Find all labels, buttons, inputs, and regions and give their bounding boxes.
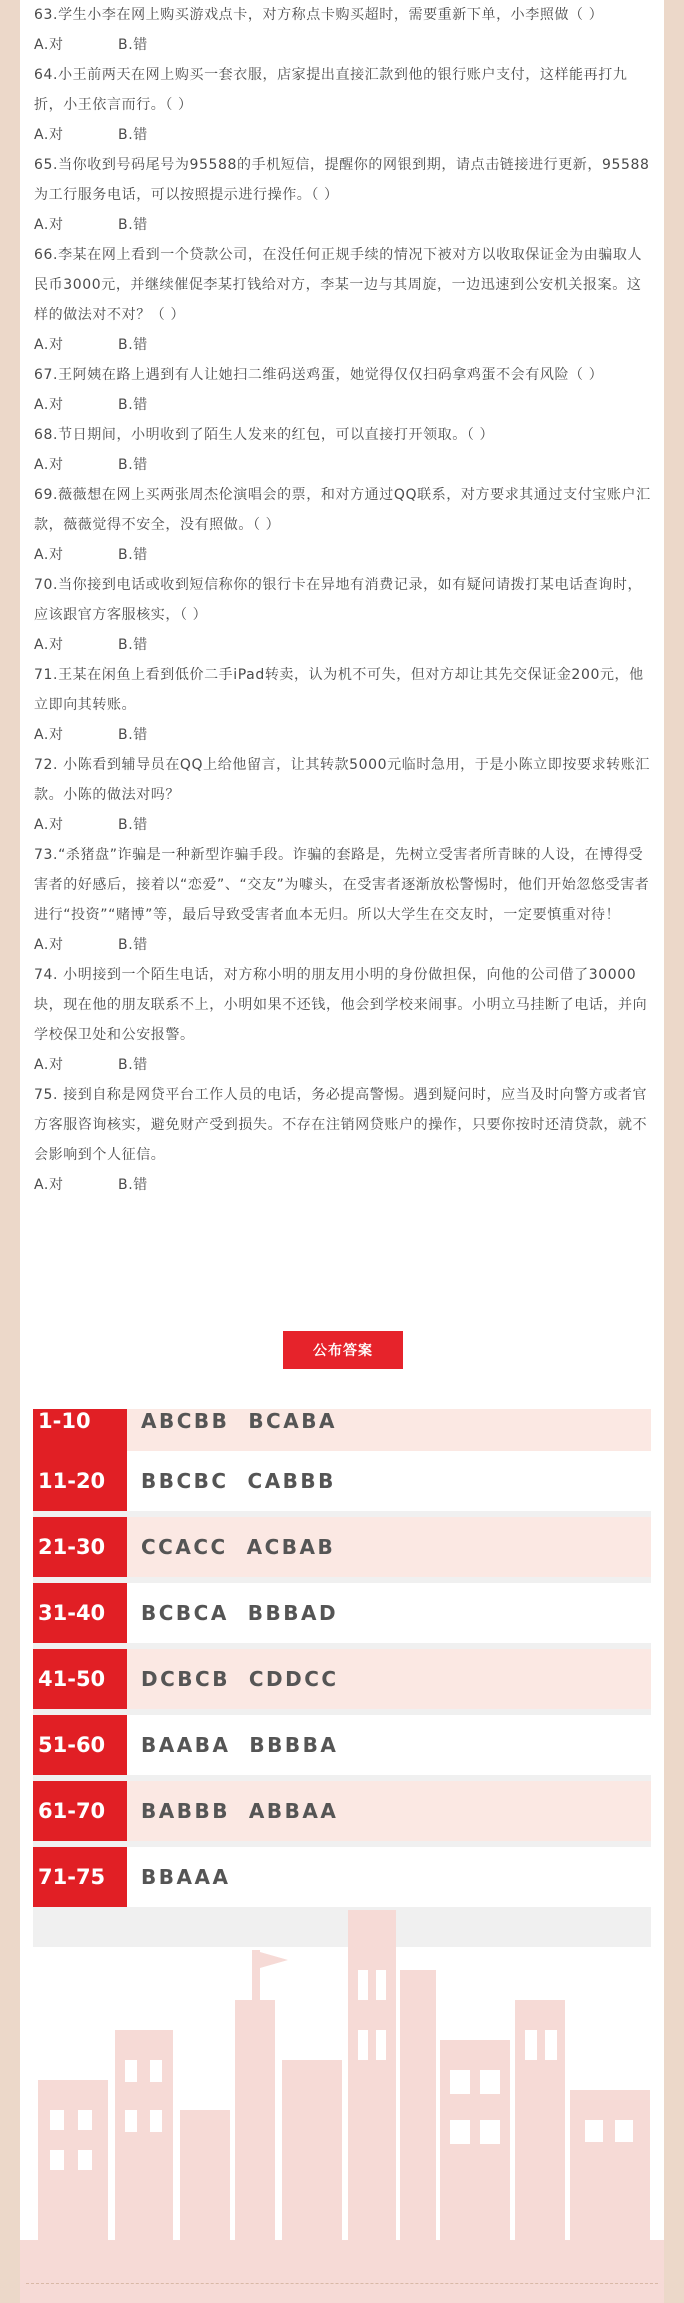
option-a: A.对 xyxy=(34,397,64,413)
option-a: A.对 xyxy=(34,37,64,53)
question-item xyxy=(34,1080,652,1200)
answer-range: 1-10 xyxy=(33,1409,127,1451)
answer-range: 11-20 xyxy=(33,1451,127,1511)
bottom-divider xyxy=(26,2283,658,2284)
answer-range: 31-40 xyxy=(33,1583,127,1643)
option-b: B.错 xyxy=(118,1057,148,1073)
answer-values: BAABA BBBBA xyxy=(141,1733,339,1757)
answer-range: 41-50 xyxy=(33,1649,127,1709)
question-text: 63.学生小李在网上购买游戏点卡，对方称点卡购买超时，需要重新下单，小李照做（ ） xyxy=(34,7,604,23)
question-text: 69.薇薇想在网上买两张周杰伦演唱会的票，和对方通过QQ联系，对方要求其通过支付宝账户汇款，薇薇觉得不安全，没有照做。（ ） xyxy=(34,487,651,533)
question-text: 75. 接到自称是网贷平台工作人员的电话，务必提高警惕。遇到疑问时，应当及时向警方或者官方客服咨询核实，避免财产受到损失。不存在注销网贷账户的操作，只要你按时还清贷款，就不会影响到个人征信。 xyxy=(34,1087,648,1163)
question-item xyxy=(34,480,652,570)
question-item xyxy=(34,750,652,840)
question-item xyxy=(34,150,652,240)
option-b: B.错 xyxy=(118,127,148,143)
option-b: B.错 xyxy=(118,337,148,353)
answer-values: BABBB ABBAA xyxy=(141,1799,339,1823)
option-b: B.错 xyxy=(118,637,148,653)
answer-values: CCACC ACBAB xyxy=(141,1535,336,1559)
question-text: 65.当你收到号码尾号为95588的手机短信，提醒你的网银到期，请点击链接进行更新，95588为工行服务电话，可以按照提示进行操作。（ ） xyxy=(34,157,650,203)
city-skyline-illustration xyxy=(20,1910,664,2303)
option-b: B.错 xyxy=(118,457,148,473)
question-text: 70.当你接到电话或收到短信称你的银行卡在异地有消费记录，如有疑问请拨打某电话查询时，应该跟官方客服核实，（ ） xyxy=(34,577,643,623)
option-b: B.错 xyxy=(118,937,148,953)
option-b: B.错 xyxy=(118,817,148,833)
option-b: B.错 xyxy=(118,727,148,743)
option-a: A.对 xyxy=(34,337,64,353)
answer-values: ABCBB BCABA xyxy=(141,1409,337,1433)
answer-row xyxy=(33,1409,651,1451)
question-item xyxy=(34,0,652,60)
answer-range: 71-75 xyxy=(33,1847,127,1907)
option-b: B.错 xyxy=(118,1177,148,1193)
answer-row xyxy=(33,1517,651,1577)
answer-values: BBCBC CABBB xyxy=(141,1469,336,1493)
question-text: 74. 小明接到一个陌生电话，对方称小明的朋友用小明的身份做担保，向他的公司借了30000块，现在他的朋友联系不上，小明如果不还钱，他会到学校来闹事。小明立马挂断了电话，并向学校保卫处和公安报警。 xyxy=(34,967,648,1043)
question-item xyxy=(34,60,652,150)
answer-row xyxy=(33,1649,651,1709)
answer-row xyxy=(33,1781,651,1841)
option-b: B.错 xyxy=(118,217,148,233)
publish-answers-button[interactable]: 公布答案 xyxy=(283,1331,403,1369)
question-item xyxy=(34,660,652,750)
option-a: A.对 xyxy=(34,727,64,743)
answer-range: 51-60 xyxy=(33,1715,127,1775)
option-a: A.对 xyxy=(34,457,64,473)
answer-row xyxy=(33,1451,651,1511)
answer-range: 21-30 xyxy=(33,1517,127,1577)
answer-table xyxy=(33,1409,651,1947)
question-item xyxy=(34,570,652,660)
article-page xyxy=(20,0,664,2303)
question-text: 64.小王前两天在网上购买一套衣服，店家提出直接汇款到他的银行账户支付，这样能再打九折，小王依言而行。（ ） xyxy=(34,67,628,113)
question-item xyxy=(34,960,652,1080)
answer-row xyxy=(33,1715,651,1775)
option-a: A.对 xyxy=(34,637,64,653)
option-a: A.对 xyxy=(34,217,64,233)
question-item xyxy=(34,420,652,480)
option-b: B.错 xyxy=(118,397,148,413)
question-text: 66.李某在网上看到一个贷款公司，在没任何正规手续的情况下被对方以收取保证金为由骗取人民币3000元，并继续催促李某打钱给对方，李某一边与其周旋，一边迅速到公安机关报案。这样的做法对不对？（ ） xyxy=(34,247,643,323)
option-a: A.对 xyxy=(34,937,64,953)
option-a: A.对 xyxy=(34,817,64,833)
option-a: A.对 xyxy=(34,1057,64,1073)
answer-values: DCBCB CDDCC xyxy=(141,1667,339,1691)
question-item xyxy=(34,240,652,360)
question-list xyxy=(34,0,652,1200)
option-b: B.错 xyxy=(118,37,148,53)
question-text: 67.王阿姨在路上遇到有人让她扫二维码送鸡蛋，她觉得仅仅扫码拿鸡蛋不会有风险（ ） xyxy=(34,367,604,383)
option-a: A.对 xyxy=(34,547,64,563)
answer-range: 61-70 xyxy=(33,1781,127,1841)
question-text: 72. 小陈看到辅导员在QQ上给他留言，让其转款5000元临时急用，于是小陈立即按要求转账汇款。小陈的做法对吗？ xyxy=(34,757,650,803)
option-a: A.对 xyxy=(34,1177,64,1193)
question-text: 68.节日期间，小明收到了陌生人发来的红包，可以直接打开领取。（ ） xyxy=(34,427,495,443)
option-b: B.错 xyxy=(118,547,148,563)
answer-values: BBAAA xyxy=(141,1865,231,1889)
question-item xyxy=(34,360,652,420)
answer-row xyxy=(33,1583,651,1643)
question-text: 73.“杀猪盘”诈骗是一种新型诈骗手段。诈骗的套路是，先树立受害者所青睐的人设，在博得受害者的好感后，接着以“恋爱”、“交友”为噱头，在受害者逐渐放松警惕时，他们开始忽悠受害者进行“投资”“赌博”等，最后导致受害者血本无归。所以大学生在交友时，一定要慎重对待！ xyxy=(34,847,650,923)
answer-values: BCBCA BBBAD xyxy=(141,1601,339,1625)
question-text: 71.王某在闲鱼上看到低价二手iPad转卖，认为机不可失，但对方却让其先交保证金200元，他立即向其转账。 xyxy=(34,667,644,713)
option-a: A.对 xyxy=(34,127,64,143)
question-item xyxy=(34,840,652,960)
answer-row xyxy=(33,1847,651,1907)
